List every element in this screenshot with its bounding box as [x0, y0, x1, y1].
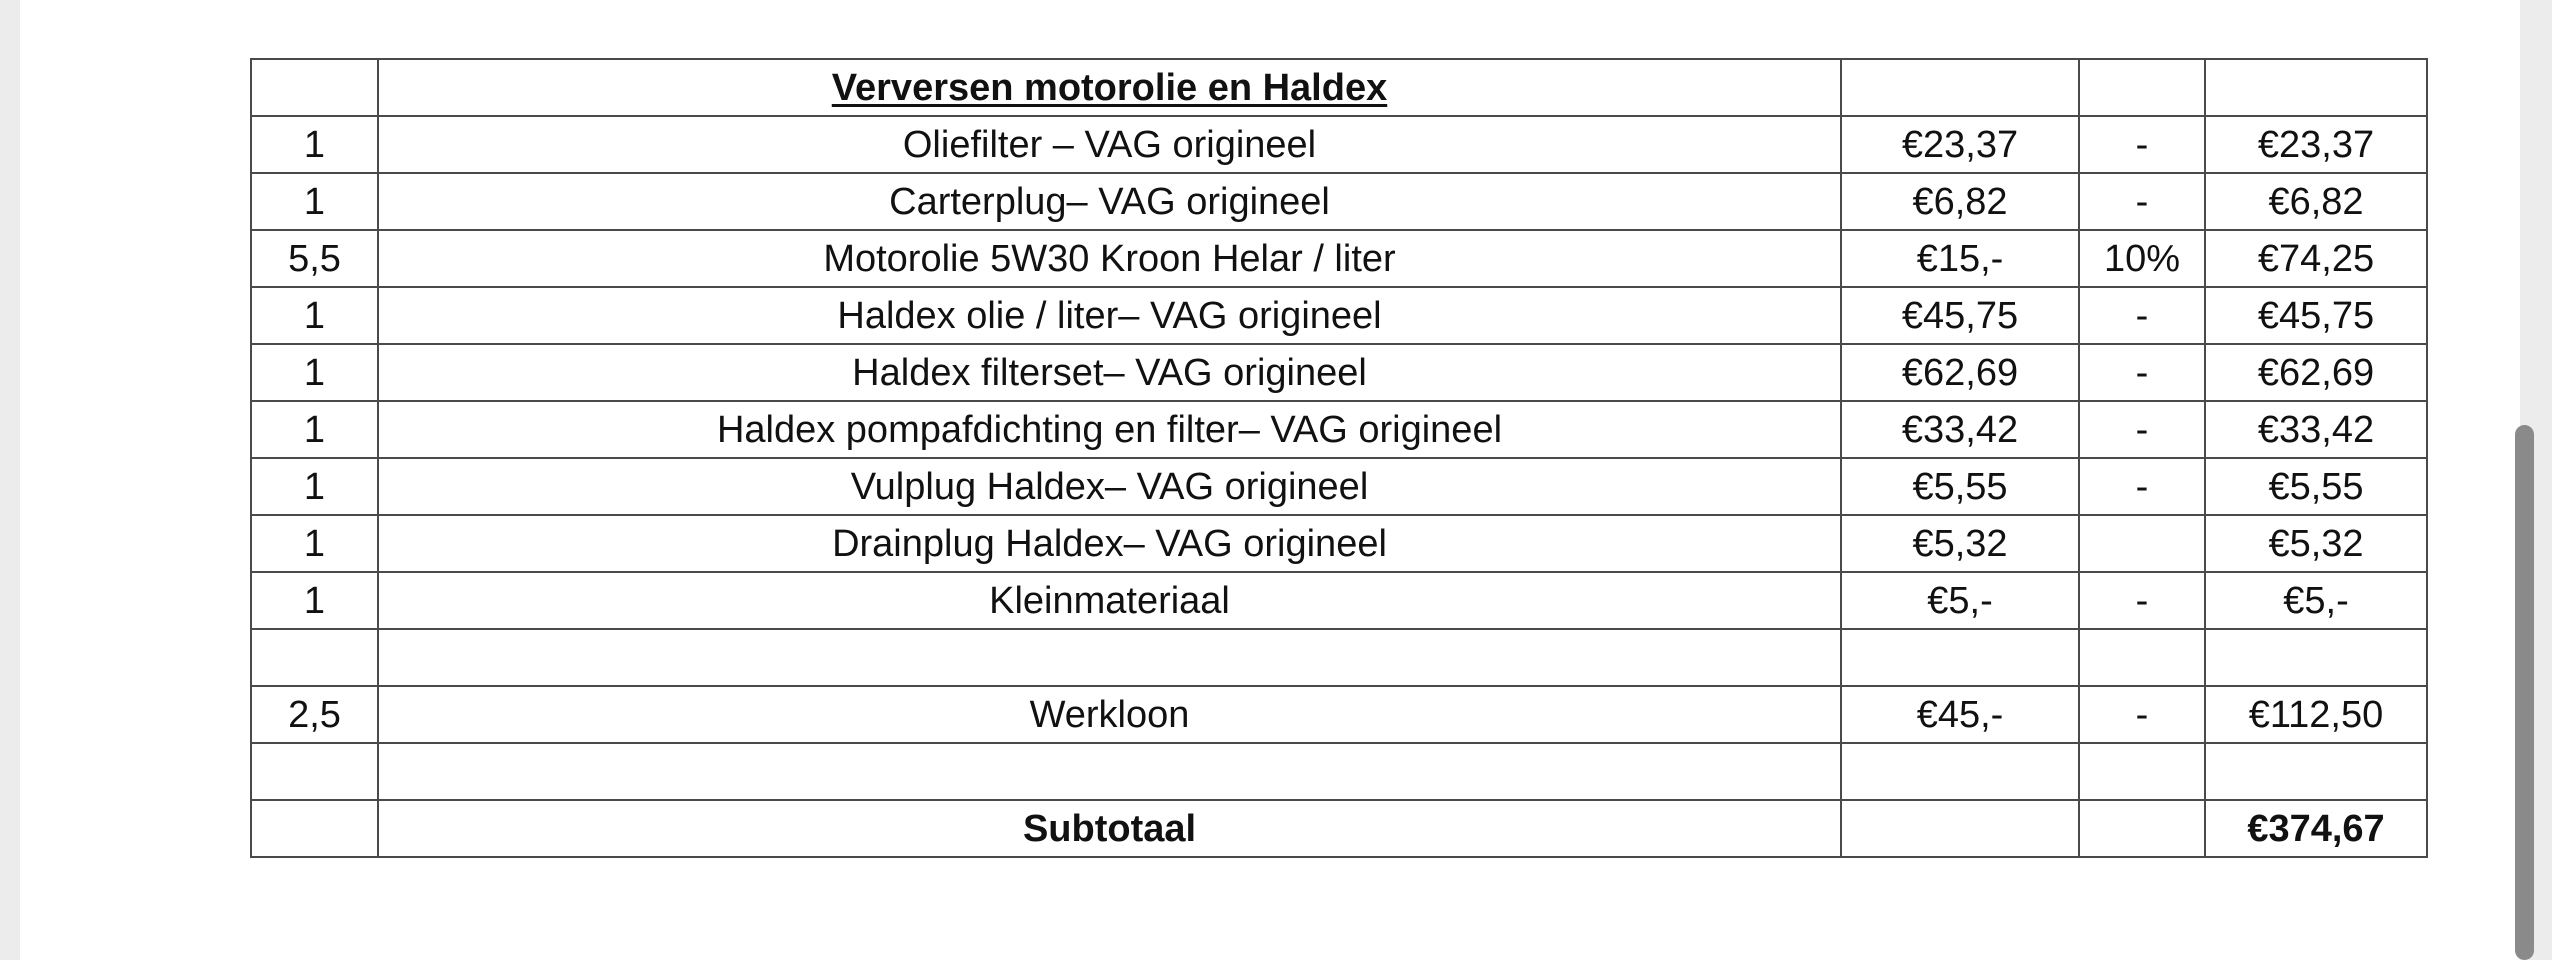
description-cell: Kleinmateriaal	[378, 572, 1841, 629]
qty-cell: 1	[251, 572, 378, 629]
empty-cell	[378, 743, 1841, 800]
price-cell: €62,69	[1841, 344, 2079, 401]
qty-cell: 1	[251, 344, 378, 401]
header-row	[251, 59, 2427, 116]
qty-cell: 1	[251, 116, 378, 173]
table-title: Verversen motorolie en Haldex	[378, 59, 1841, 116]
empty-cell	[1841, 800, 2079, 857]
empty-cell	[251, 800, 378, 857]
description-cell: Motorolie 5W30 Kroon Helar / liter	[378, 230, 1841, 287]
discount-cell: -	[2079, 458, 2205, 515]
total-cell: €23,37	[2205, 116, 2427, 173]
price-cell: €5,55	[1841, 458, 2079, 515]
description-cell: Drainplug Haldex– VAG origineel	[378, 515, 1841, 572]
discount-cell: -	[2079, 401, 2205, 458]
total-cell: €45,75	[2205, 287, 2427, 344]
table-row	[251, 287, 2427, 344]
qty-cell: 2,5	[251, 686, 378, 743]
qty-cell: 1	[251, 401, 378, 458]
price-cell: €45,-	[1841, 686, 2079, 743]
table-row	[251, 116, 2427, 173]
empty-cell	[251, 629, 378, 686]
empty-cell	[251, 59, 378, 116]
empty-cell	[2079, 59, 2205, 116]
subtotal-row	[251, 800, 2427, 857]
labor-row	[251, 686, 2427, 743]
description-cell: Carterplug– VAG origineel	[378, 173, 1841, 230]
subtotal-label: Subtotaal	[378, 800, 1841, 857]
empty-cell	[378, 629, 1841, 686]
description-cell: Haldex filterset– VAG origineel	[378, 344, 1841, 401]
total-cell: €5,55	[2205, 458, 2427, 515]
price-cell: €15,-	[1841, 230, 2079, 287]
subtotal-value: €374,67	[2205, 800, 2427, 857]
qty-cell: 5,5	[251, 230, 378, 287]
discount-cell: 10%	[2079, 230, 2205, 287]
empty-cell	[2079, 629, 2205, 686]
price-cell: €6,82	[1841, 173, 2079, 230]
description-cell: Werkloon	[378, 686, 1841, 743]
discount-cell	[2079, 515, 2205, 572]
discount-cell: -	[2079, 287, 2205, 344]
empty-cell	[2079, 800, 2205, 857]
total-cell: €33,42	[2205, 401, 2427, 458]
empty-row	[251, 629, 2427, 686]
total-cell: €6,82	[2205, 173, 2427, 230]
total-cell: €74,25	[2205, 230, 2427, 287]
description-cell: Haldex olie / liter– VAG origineel	[378, 287, 1841, 344]
empty-cell	[2205, 59, 2427, 116]
empty-cell	[1841, 743, 2079, 800]
qty-cell: 1	[251, 458, 378, 515]
empty-cell	[1841, 629, 2079, 686]
discount-cell: -	[2079, 572, 2205, 629]
price-cell: €23,37	[1841, 116, 2079, 173]
table-row	[251, 344, 2427, 401]
table-row	[251, 572, 2427, 629]
empty-cell	[1841, 59, 2079, 116]
description-cell: Oliefilter – VAG origineel	[378, 116, 1841, 173]
empty-cell	[251, 743, 378, 800]
discount-cell: -	[2079, 686, 2205, 743]
empty-row	[251, 743, 2427, 800]
total-cell: €5,32	[2205, 515, 2427, 572]
price-cell: €5,-	[1841, 572, 2079, 629]
table-row	[251, 458, 2427, 515]
total-cell: €112,50	[2205, 686, 2427, 743]
table-row	[251, 173, 2427, 230]
vertical-scrollbar[interactable]	[2515, 425, 2534, 960]
total-cell: €5,-	[2205, 572, 2427, 629]
discount-cell: -	[2079, 173, 2205, 230]
description-cell: Vulplug Haldex– VAG origineel	[378, 458, 1841, 515]
table-row	[251, 515, 2427, 572]
description-cell: Haldex pompafdichting en filter– VAG origineel	[378, 401, 1841, 458]
price-cell: €45,75	[1841, 287, 2079, 344]
invoice-table-body	[251, 59, 2427, 857]
table-row	[251, 230, 2427, 287]
discount-cell: -	[2079, 116, 2205, 173]
qty-cell: 1	[251, 515, 378, 572]
price-cell: €5,32	[1841, 515, 2079, 572]
qty-cell: 1	[251, 173, 378, 230]
empty-cell	[2079, 743, 2205, 800]
discount-cell: -	[2079, 344, 2205, 401]
invoice-table	[250, 58, 2428, 858]
table-row	[251, 401, 2427, 458]
empty-cell	[2205, 743, 2427, 800]
empty-cell	[2205, 629, 2427, 686]
price-cell: €33,42	[1841, 401, 2079, 458]
total-cell: €62,69	[2205, 344, 2427, 401]
qty-cell: 1	[251, 287, 378, 344]
